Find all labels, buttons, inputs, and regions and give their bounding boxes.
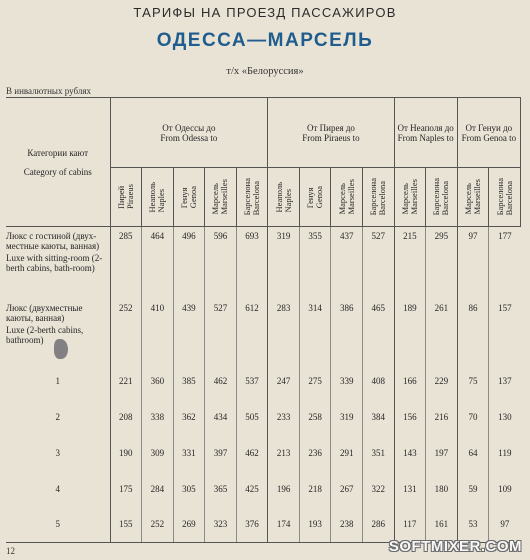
destination-ru: Генуя: [178, 187, 189, 209]
fare-cell: 267: [331, 471, 363, 507]
group-header-en: From Genoa to: [461, 132, 517, 143]
destination-header: [299, 168, 331, 227]
fare-cell: 331: [173, 435, 205, 471]
destination-ru: Марсель: [399, 183, 410, 215]
category-name-ru: Люкс (двухместные каюты, ванная): [6, 302, 83, 323]
fare-cell: 285: [110, 227, 142, 299]
fare-cell: 258: [299, 399, 331, 435]
fare-cell: 189: [394, 299, 426, 363]
destination-ru: Барселона: [368, 178, 379, 216]
fare-cell: 386: [331, 299, 363, 363]
category-number: 2: [55, 411, 60, 422]
fare-cell: 397: [205, 435, 237, 471]
fare-cell: 496: [173, 227, 205, 299]
destination-en: Naples: [282, 188, 293, 213]
destination-header: [331, 168, 363, 227]
group-header-genoa: [457, 98, 520, 168]
fare-cell: 319: [268, 227, 300, 299]
fare-cell: 291: [331, 435, 363, 471]
destination-en: Marseilles: [345, 179, 356, 215]
destination-ru: Барселона: [431, 178, 442, 216]
fare-cell: 177: [489, 227, 521, 299]
category-name-en: Luxe (2-berth cabins, bathroom): [6, 324, 84, 345]
fare-cell: 437: [331, 227, 363, 299]
fare-cell: 197: [426, 435, 458, 471]
fare-cell: 233: [268, 399, 300, 435]
destination-en: Marseilles: [408, 179, 419, 215]
fare-cell: 193: [299, 507, 331, 543]
fare-cell: 252: [110, 299, 142, 363]
fare-cell: 338: [142, 399, 174, 435]
group-header-ru: От Одессы до: [162, 122, 216, 133]
destination-ru: Барселона: [494, 178, 505, 216]
fare-cell: 362: [173, 399, 205, 435]
fare-cell: 59: [457, 471, 489, 507]
destination-header: [394, 168, 426, 227]
fare-cell: 175: [110, 471, 142, 507]
destination-en: Piraeus: [124, 184, 135, 210]
destination-en: Barcelona: [503, 181, 514, 216]
destination-ru: Неаполь: [147, 181, 158, 213]
fare-cell: 269: [173, 507, 205, 543]
currency-note: В инвалютных рублях: [6, 86, 91, 96]
group-header-en: From Piraeus to: [302, 132, 360, 143]
fare-cell: 464: [142, 227, 174, 299]
fare-cell: 143: [394, 435, 426, 471]
table-row: [6, 227, 521, 299]
fare-cell: 612: [236, 299, 268, 363]
group-header-en: From Naples to: [397, 132, 454, 143]
category-number: 1: [55, 375, 60, 386]
destination-header: [363, 168, 395, 227]
fare-cell: 109: [489, 471, 521, 507]
page-title: ТАРИФЫ НА ПРОЕЗД ПАССАЖИРОВ: [133, 5, 397, 20]
category-number: 5: [6, 507, 110, 543]
ink-stain: [54, 339, 68, 359]
group-header-ru: От Пирея до: [306, 122, 355, 133]
fare-cell: 365: [205, 471, 237, 507]
fare-cell: 309: [142, 435, 174, 471]
fare-cell: 236: [299, 435, 331, 471]
fare-cell: 283: [268, 299, 300, 363]
fare-cell: 86: [457, 299, 489, 363]
fare-cell: 238: [331, 507, 363, 543]
destination-header: [268, 168, 300, 227]
page-number: 12: [6, 546, 15, 556]
fare-cell: 322: [363, 471, 395, 507]
fare-cell: 137: [489, 363, 521, 399]
group-header-naples: [394, 98, 457, 168]
fare-cell: 97: [457, 227, 489, 299]
destination-ru: Марсель: [210, 183, 221, 215]
fare-cell: 196: [268, 471, 300, 507]
fare-cell: 439: [173, 299, 205, 363]
fare-cell: 425: [236, 471, 268, 507]
fare-cell: 247: [268, 363, 300, 399]
category-header: [6, 98, 110, 227]
ship-name: т/х «Белоруссия»: [226, 66, 304, 77]
table-row: [6, 399, 521, 435]
fare-cell: 252: [142, 507, 174, 543]
fare-cell: 213: [268, 435, 300, 471]
fare-cell: 218: [299, 471, 331, 507]
fare-cell: 161: [426, 507, 458, 543]
destination-en: Barcelona: [251, 181, 262, 216]
destination-en: Barcelona: [377, 181, 388, 216]
fare-cell: 434: [205, 399, 237, 435]
destination-en: Genoa: [314, 185, 325, 209]
destination-header: [110, 168, 142, 227]
fare-cell: 70: [457, 399, 489, 435]
fare-cell: 284: [142, 471, 174, 507]
category-name: [6, 227, 110, 299]
destination-ru: Генуя: [305, 187, 316, 209]
fare-cell: 360: [142, 363, 174, 399]
group-header-ru: От Генуи до: [465, 122, 513, 133]
fare-cell: 180: [426, 471, 458, 507]
fare-cell: 596: [205, 227, 237, 299]
fare-cell: 215: [394, 227, 426, 299]
fare-cell: 221: [110, 363, 142, 399]
fare-cell: 75: [457, 363, 489, 399]
destination-header: [457, 168, 489, 227]
fare-cell: 174: [268, 507, 300, 543]
destination-header: [489, 168, 521, 227]
fare-cell: 465: [363, 299, 395, 363]
fare-cell: 156: [394, 399, 426, 435]
fare-cell: 208: [110, 399, 142, 435]
table-row: [6, 471, 521, 507]
fare-cell: 97: [489, 507, 521, 543]
fare-cell: 355: [299, 227, 331, 299]
fare-cell: 229: [426, 363, 458, 399]
fare-cell: 130: [489, 399, 521, 435]
fare-cell: 408: [363, 363, 395, 399]
group-header-ru: От Неаполя до: [397, 122, 454, 133]
table-row: [6, 363, 521, 399]
fare-cell: 462: [205, 363, 237, 399]
fare-cell: 53: [457, 507, 489, 543]
fare-cell: 537: [236, 363, 268, 399]
category-number: 4: [55, 483, 60, 494]
watermark-logo: SOFTMIXER.COM: [388, 538, 522, 555]
fare-cell: 527: [363, 227, 395, 299]
fare-cell: 693: [236, 227, 268, 299]
fare-cell: 64: [457, 435, 489, 471]
destination-ru: Марсель: [462, 183, 473, 215]
fare-cell: 351: [363, 435, 395, 471]
destination-ru: Пирей: [115, 186, 126, 210]
fare-cell: 117: [394, 507, 426, 543]
destination-header: [426, 168, 458, 227]
fare-cell: 157: [489, 299, 521, 363]
fare-cell: 319: [331, 399, 363, 435]
fare-cell: 190: [110, 435, 142, 471]
destination-en: Marseilles: [471, 179, 482, 215]
destination-header: [142, 168, 174, 227]
group-header-piraeus: [268, 98, 394, 168]
group-header-odessa: [110, 98, 268, 168]
fare-cell: 155: [110, 507, 142, 543]
category-header-ru: Категории кают: [27, 147, 89, 158]
fare-cell: 339: [331, 363, 363, 399]
fare-cell: 119: [489, 435, 521, 471]
table-row: [6, 299, 521, 363]
fare-cell: 505: [236, 399, 268, 435]
category-name-en: Luxe with sitting-room (2-berth cabins, bath-room): [6, 253, 103, 273]
table-row: [6, 435, 521, 471]
category-number: 3: [55, 447, 60, 458]
destination-en: Marseilles: [219, 179, 230, 215]
fare-cell: 376: [236, 507, 268, 543]
group-header-en: From Odessa to: [160, 132, 218, 143]
fare-cell: 323: [205, 507, 237, 543]
fare-cell: 166: [394, 363, 426, 399]
fare-table: [6, 97, 521, 543]
fare-cell: 131: [394, 471, 426, 507]
fare-cell: 314: [299, 299, 331, 363]
fare-cell: 410: [142, 299, 174, 363]
destination-ru: Неаполь: [273, 181, 284, 213]
destination-header: [173, 168, 205, 227]
fare-cell: 527: [205, 299, 237, 363]
fare-cell: 462: [236, 435, 268, 471]
category-name-ru: Люкс с гостиной (двух-местные каюты, ванная): [6, 231, 100, 251]
fare-cell: 216: [426, 399, 458, 435]
destination-ru: Марсель: [336, 183, 347, 215]
fare-cell: 295: [426, 227, 458, 299]
fare-cell: 275: [299, 363, 331, 399]
fare-cell: 261: [426, 299, 458, 363]
category-header-en: Category of cabins: [23, 166, 92, 177]
fare-cell: 305: [173, 471, 205, 507]
destination-ru: Барселона: [242, 178, 253, 216]
destination-en: Genoa: [187, 185, 198, 209]
destination-en: Naples: [156, 188, 167, 213]
destination-en: Barcelona: [440, 181, 451, 216]
fare-cell: 385: [173, 363, 205, 399]
route-title: ОДЕССА—МАРСЕЛЬ: [156, 30, 374, 51]
fare-cell: 286: [363, 507, 395, 543]
fare-cell: 384: [363, 399, 395, 435]
destination-header: [205, 168, 237, 227]
destination-header: [236, 168, 268, 227]
